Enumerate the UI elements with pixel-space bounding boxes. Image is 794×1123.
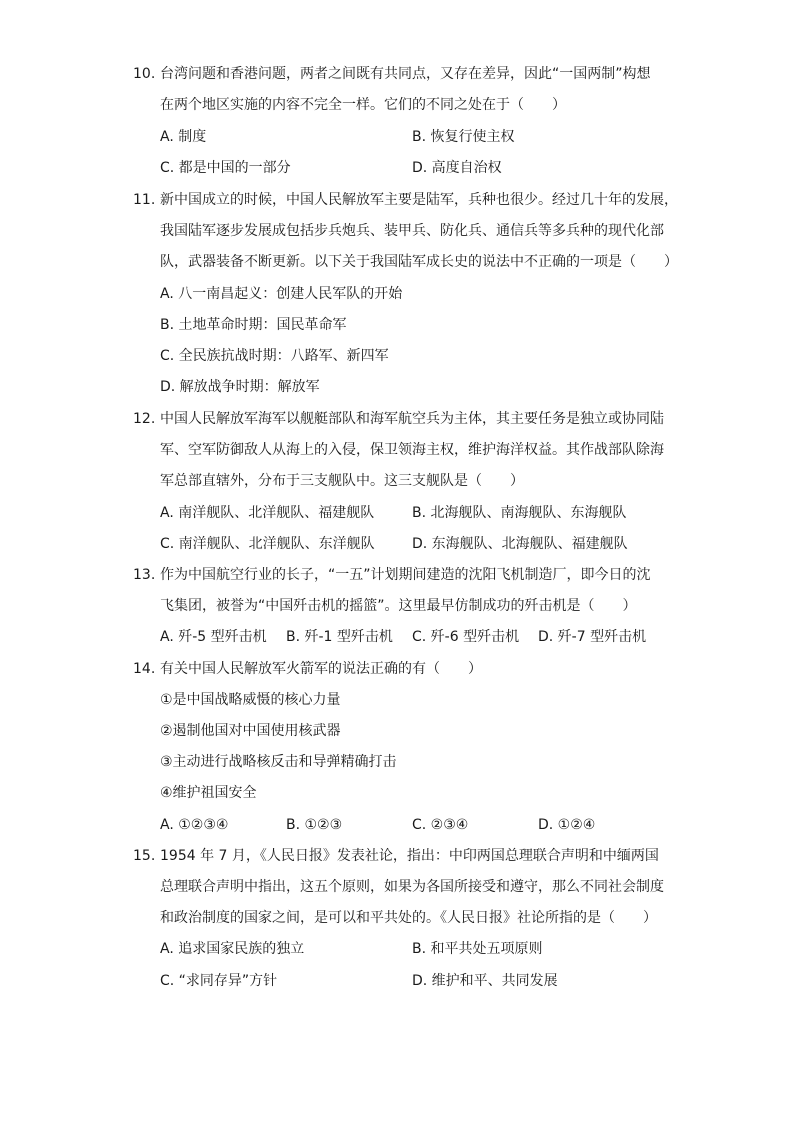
question-stem-line: 新中国成立的时候，中国人民解放军主要是陆军，兵种也很少。经过几十年的发展，	[160, 192, 678, 208]
option-d[interactable]: D. 维护和平、共同发展	[412, 973, 558, 989]
question-number: 12.	[133, 411, 156, 427]
question-stem-line: 作为中国航空行业的长子，“一五”计划期间建造的沈阳飞机制造厂，即今日的沈	[160, 567, 651, 583]
option-d[interactable]: D. 东海舰队、北海舰队、福建舰队	[412, 536, 628, 552]
question-stem-line: 飞集团，被誉为“中国歼击机的摇篮”。这里最早仿制成功的歼击机是（ ）	[160, 598, 637, 614]
question-number: 15.	[133, 848, 156, 864]
question-stem-line: 有关中国人民解放军火箭军的说法正确的有（ ）	[160, 661, 482, 677]
question-number: 11.	[133, 192, 156, 208]
statement-item: ④维护祖国安全	[160, 785, 257, 801]
option-b[interactable]: B. 和平共处五项原则	[412, 941, 543, 957]
option-b[interactable]: B. ①②③	[286, 817, 343, 833]
option-d[interactable]: D. 解放战争时期：解放军	[160, 379, 320, 395]
option-a[interactable]: A. 歼-5 型歼击机	[160, 629, 267, 645]
question-stem-line: 台湾问题和香港问题，两者之间既有共同点，又存在差异，因此“一国两制”构想	[160, 66, 651, 82]
question-stem-line: 军、空军防御敌人从海上的入侵，保卫领海主权，维护海洋权益。其作战部队除海	[160, 442, 664, 458]
option-a[interactable]: A. 追求国家民族的独立	[160, 941, 305, 957]
question-stem-line: 总理联合声明中指出，这五个原则，如果为各国所接受和遵守，那么不同社会制度	[160, 879, 664, 895]
option-b[interactable]: B. 土地革命时期：国民革命军	[160, 317, 347, 333]
option-d[interactable]: D. ①②④	[538, 817, 596, 833]
option-a[interactable]: A. 南洋舰队、北洋舰队、福建舰队	[160, 505, 375, 521]
question-stem-line: 队，武器装备不断更新。以下关于我国陆军成长史的说法中不正确的一项是（ ）	[160, 254, 678, 270]
question-number: 10.	[133, 66, 156, 82]
option-b[interactable]: B. 北海舰队、南海舰队、东海舰队	[412, 505, 627, 521]
option-c[interactable]: C. ②③④	[412, 817, 469, 833]
question-stem-line: 和政治制度的国家之间，是可以和平共处的。《人民日报》社论所指的是（ ）	[160, 910, 657, 926]
option-c[interactable]: C. 全民族抗战时期：八路军、新四军	[160, 348, 389, 364]
option-a[interactable]: A. ①②③④	[160, 817, 229, 833]
question-stem-line: 中国人民解放军海军以舰艇部队和海军航空兵为主体，其主要任务是独立或协同陆	[160, 411, 664, 427]
option-b[interactable]: B. 恢复行使主权	[412, 129, 515, 145]
question-stem-line: 我国陆军逐步发展成包括步兵炮兵、装甲兵、防化兵、通信兵等多兵种的现代化部	[160, 223, 664, 239]
question-stem-line: 在两个地区实施的内容不完全一样。它们的不同之处在于（ ）	[160, 97, 566, 113]
option-c[interactable]: C. 都是中国的一部分	[160, 160, 291, 176]
option-c[interactable]: C. 歼-6 型歼击机	[412, 629, 520, 645]
option-d[interactable]: D. 高度自治权	[412, 160, 502, 176]
option-d[interactable]: D. 歼-7 型歼击机	[538, 629, 647, 645]
statement-item: ①是中国战略威慑的核心力量	[160, 692, 341, 708]
question-number: 14.	[133, 661, 156, 677]
question-stem-line: 1954 年 7 月，《人民日报》发表社论，指出：中印两国总理联合声明和中缅两国	[160, 848, 659, 864]
option-c[interactable]: C. 南洋舰队、北洋舰队、东洋舰队	[160, 536, 375, 552]
statement-item: ②遏制他国对中国使用核武器	[160, 723, 341, 739]
option-a[interactable]: A. 制度	[160, 129, 207, 145]
option-a[interactable]: A. 八一南昌起义：创建人民军队的开始	[160, 286, 403, 302]
option-b[interactable]: B. 歼-1 型歼击机	[286, 629, 393, 645]
question-stem-line: 军总部直辖外，分布于三支舰队中。这三支舰队是（ ）	[160, 473, 524, 489]
option-c[interactable]: C. “求同存异”方针	[160, 973, 278, 989]
statement-item: ③主动进行战略核反击和导弹精确打击	[160, 754, 397, 770]
question-number: 13.	[133, 567, 156, 583]
